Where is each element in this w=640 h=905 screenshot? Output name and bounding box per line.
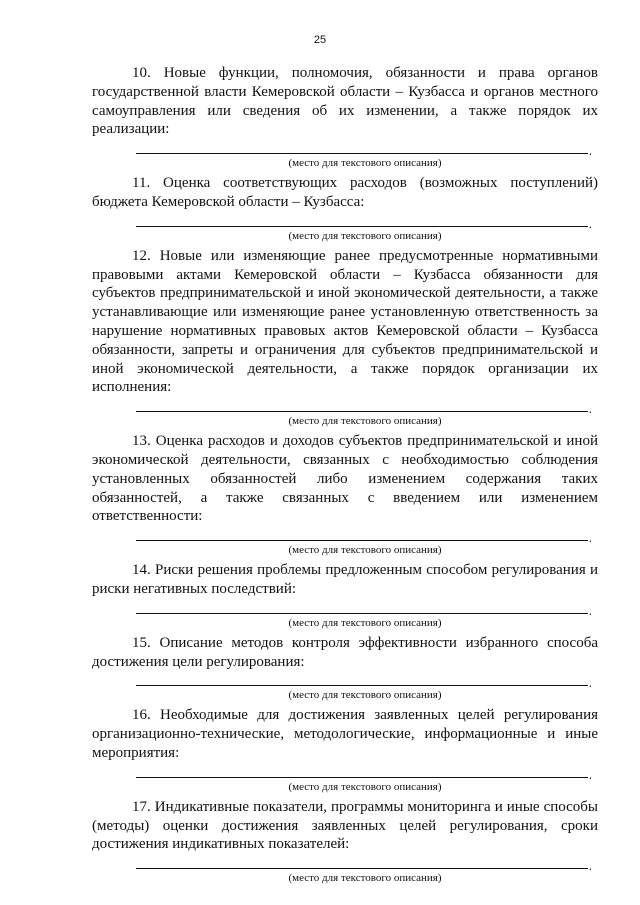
underline: [136, 613, 588, 614]
section-text: 13. Оценка расходов и доходов субъектов предпринимательской и иной экономической деятельности, связанных с необходимостью соблюдения установленных обязанностей либо изменением содержания таких обязанностей, а также связанных с введением или изменением ответственности:: [92, 433, 598, 525]
page-number: 25: [313, 34, 327, 46]
section-text: 12. Новые или изменяющие ранее предусмотренные нормативными правовыми актами Кемеровской области – Кузбасса обязанности для субъектов предпринимательской и иной экономической деятельности, а также устанавливающие или изменяющие ранее установленную ответственность за нарушение нормативных правовых актов Кемеровской области – Кузбасса обязанности, запреты и ограничения для субъектов предпринимательской и иной экономической деятельности, а также порядок организации их исполнения:: [92, 247, 598, 396]
underline: [136, 153, 588, 154]
section-11: [92, 174, 598, 243]
placeholder-caption: (место для текстового описания): [288, 544, 442, 557]
line-end-period: .: [588, 401, 592, 417]
section-10: [92, 64, 598, 170]
section-17: [92, 798, 598, 885]
placeholder-caption: (место для текстового описания): [288, 780, 442, 793]
text-entry-line[interactable]: [136, 397, 598, 417]
text-entry-line[interactable]: [136, 671, 598, 691]
line-end-period: .: [588, 675, 592, 691]
text-entry-line[interactable]: [136, 854, 598, 874]
placeholder-caption: (место для текстового описания): [288, 872, 442, 885]
placeholder-caption: (место для текстового описания): [288, 689, 442, 702]
line-end-period: .: [588, 530, 592, 546]
section-text: 11. Оценка соответствующих расходов (возможных поступлений) бюджета Кемеровской области – Кузбасса:: [92, 175, 598, 210]
underline: [136, 685, 588, 686]
placeholder-caption: (место для текстового описания): [288, 229, 442, 242]
line-end-period: .: [588, 858, 592, 874]
text-entry-line[interactable]: [136, 139, 598, 159]
text-entry-line[interactable]: [136, 599, 598, 618]
section-text: 17. Индикативные показатели, программы мониторинга и иные способы (методы) оценки достижения заявленных целей регулирования, сроки достижения индикативных показателей:: [92, 798, 598, 853]
document-body: [92, 64, 598, 889]
line-end-period: .: [588, 766, 592, 782]
placeholder-caption: (место для текстового описания): [288, 157, 442, 170]
section-text: 10. Новые функции, полномочия, обязанности и права органов государственной власти Кемеровской области – Кузбасса и органов местного самоуправления или сведения об их изменении, а также порядок их реализации:: [92, 65, 598, 138]
placeholder-caption: (место для текстового описания): [288, 415, 442, 428]
line-end-period: .: [588, 215, 592, 231]
section-text: 15. Описание методов контроля эффективности избранного способа достижения цели регулирования:: [92, 634, 598, 670]
placeholder-caption: (место для текстового описания): [288, 616, 442, 629]
section-text: 16. Необходимые для достижения заявленных целей регулирования организационно-технические, методологические, информационные и иные мероприятия:: [92, 707, 598, 761]
section-15: [92, 634, 598, 703]
underline: [136, 540, 588, 541]
section-14: [92, 561, 598, 630]
text-entry-line[interactable]: [136, 763, 598, 782]
underline: [136, 868, 588, 869]
text-entry-line[interactable]: [136, 526, 598, 546]
line-end-period: .: [588, 143, 592, 159]
line-end-period: .: [588, 602, 592, 618]
section-12: [92, 247, 598, 428]
underline: [136, 777, 588, 778]
section-text: 14. Риски решения проблемы предложенным способом регулирования и риски негативных последствий:: [92, 562, 598, 597]
underline: [136, 226, 588, 227]
section-13: [92, 432, 598, 557]
text-entry-line[interactable]: [136, 212, 598, 231]
underline: [136, 411, 588, 412]
section-16: [92, 706, 598, 793]
